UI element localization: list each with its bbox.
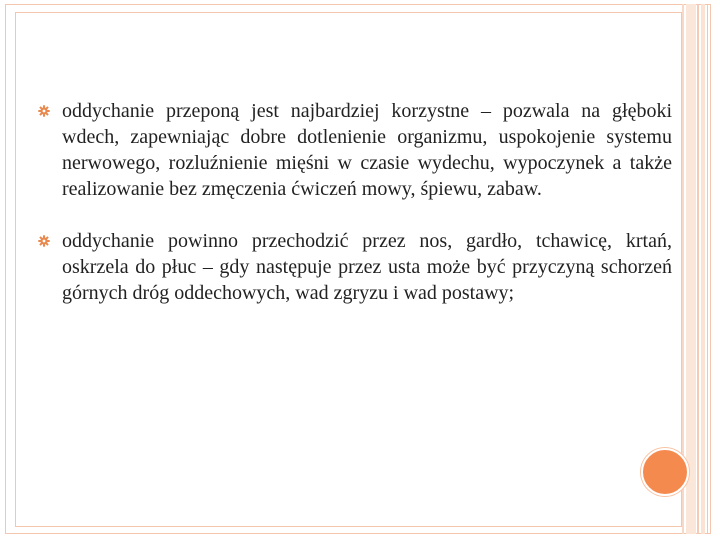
decorative-stripe [707, 4, 708, 534]
bullet-list [36, 98, 672, 332]
gear-icon [38, 235, 50, 247]
bullet-text: oddychanie przeponą jest najbardziej korzystne – pozwala na głęboki wdech, zapewniając dobre dotlenienie organizmu, uspokojenie systemu nerwowego, rozluźnienie mięśni w czasie wydechu, wypoczynek a także realizowanie bez zmęczenia ćwiczeń mowy, śpiewu, zabaw. [62, 100, 672, 200]
decorative-stripe [701, 4, 705, 534]
bullet-text: oddychanie powinno przechodzić przez nos, gardło, tchawicę, krtań, oskrzela do płuc – gdy następuje przez usta może być przyczyną schorzeń górnych dróg oddechowych, wad zgryzu i wad postawy; [62, 230, 672, 304]
bullet-item-diaphragm-breathing [36, 98, 672, 202]
gear-icon [38, 105, 50, 117]
decorative-stripe [686, 4, 696, 534]
bullet-item-nose-breathing [36, 228, 672, 306]
decorative-stripe [697, 4, 699, 534]
decorative-circle [641, 448, 689, 496]
